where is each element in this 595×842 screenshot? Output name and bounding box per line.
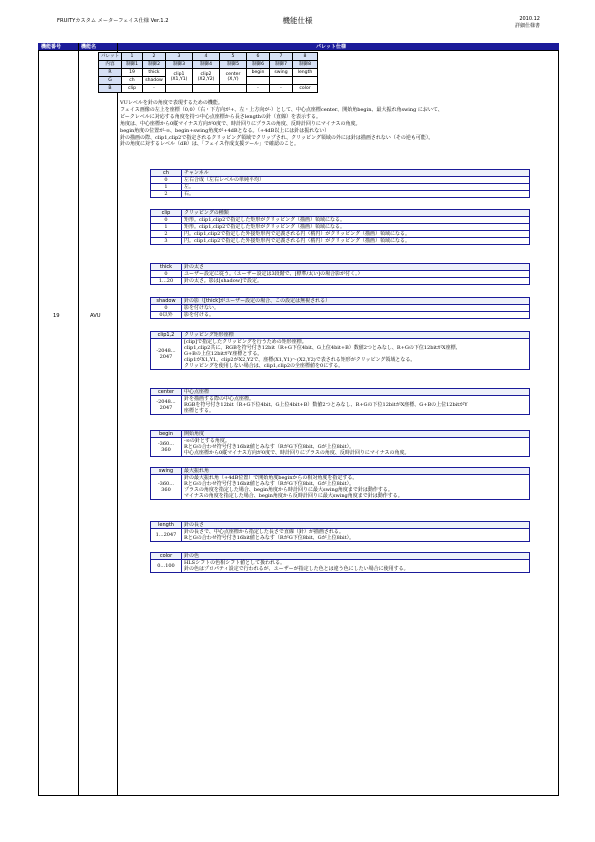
section-row-value (182, 560, 530, 573)
section-row-line: 針の色はプロパティ設定で行われるが、ユーザーが指定した色とは違う色にしたい場合に使用する。 (184, 566, 409, 572)
section-row-line: プラスの角度を指定した場合、begin角度から時計回りに最大swing角度まで針は動作する。 (184, 487, 393, 493)
col-divider (117, 43, 118, 796)
palette-cell: 6 (247, 53, 270, 61)
section-row-value (182, 396, 530, 415)
section-row-value (182, 217, 530, 224)
palette-cell: B (99, 85, 122, 93)
palette-cell: begin (247, 69, 270, 77)
description-line: 針の描画の際、clip1,clip2で指定されるクリッピング領域でクリップされ、クリッピング領域の外には針は描画されない（その逆も可能）。 (120, 134, 434, 141)
palette-cell: 制御1 (122, 61, 143, 69)
section-row (151, 560, 529, 573)
section-row (151, 184, 529, 191)
section-key: length (151, 522, 182, 529)
section-row-line: RとGの合わせ符号付き16bit値とみなす（RがG下位8bit、Gが上位8bit）。 (184, 481, 355, 487)
section-row-line: ユーザー設定に従う。（ユーザー設定は3段階で、[標準/太い]の場合影が付く。） (184, 271, 363, 277)
section-title: 針の影（[thick]がユーザー設定の場合、この設定は無視される） (182, 298, 530, 305)
section-row (151, 475, 529, 500)
palette-cell: clip1 (X1,Y1) (166, 69, 193, 85)
section-row (151, 238, 529, 245)
function-number: 19 (53, 313, 60, 319)
section-row-line: HLSシフトの色相シフト値として扱われる。 (184, 560, 286, 566)
section-row-key: 0...100 (151, 560, 182, 573)
section-title: 中心点座標 (182, 389, 530, 396)
section-row-value (182, 177, 530, 184)
section-row-line: 中心点座標から0縦マイナス方向が0度で、時計回りにプラスの角度、反時計回りにマイナスの角度。 (184, 450, 410, 456)
header-subtitle: 詳細仕様書 (514, 23, 540, 29)
section-row-line: 矩形。clip1,clip2で指定した矩形がクリッピング（描画）領域になる。 (184, 224, 346, 230)
section-key: clip (151, 210, 182, 217)
section-row-line: 左右合成（左右レベルの単純平均） (184, 177, 265, 183)
section-title: 開始角度 (182, 431, 530, 438)
section-row-value (182, 191, 530, 198)
palette-cell: G (99, 77, 122, 85)
section-row-line: RとGの合わせ符号付き16bit値とみなす（RがG下位8bit、Gが上位8bit）。 (184, 444, 355, 450)
section-row-key: -360... 360 (151, 475, 182, 500)
palette-row (99, 85, 318, 93)
palette-cell: ch (122, 77, 143, 85)
section-row-key: -2048... 2047 (151, 396, 182, 415)
section-length (150, 521, 530, 542)
section-row-key: 1...2047 (151, 529, 182, 542)
section-title: 針の色 (182, 553, 530, 560)
palette-cell: 7 (270, 53, 293, 61)
section-table (151, 210, 529, 244)
section-title: チャンネル (182, 170, 530, 177)
section-clip12 (150, 331, 530, 370)
section-row-value (182, 305, 530, 312)
palette-cell: - (247, 85, 270, 93)
section-clip (150, 209, 530, 245)
section-row-key: 3 (151, 238, 182, 245)
section-table (151, 553, 529, 572)
section-key: shadow (151, 298, 182, 305)
section-table (151, 389, 529, 414)
section-row-value (182, 231, 530, 238)
palette-cell: 制御8 (293, 61, 318, 69)
palette-cell (247, 77, 270, 85)
section-row (151, 305, 529, 312)
section-row-line: 針を描画する際の中心点座標。 (184, 396, 255, 402)
section-row-line: マイナスの角度を指定した場合、begin角度から反時計回りに最大swing角度まで針は動作する。 (184, 493, 403, 499)
section-table (151, 264, 529, 284)
section-table (151, 298, 529, 318)
section-center (150, 388, 530, 415)
section-row (151, 191, 529, 198)
palette-cell: 制御7 (270, 61, 293, 69)
section-row-line: 針の太さ。影は[shadow]で設定。 (184, 278, 262, 284)
section-row-key: 1...20 (151, 278, 182, 285)
palette-cell: 4 (193, 53, 220, 61)
palette-cell: 1 (122, 53, 143, 61)
section-row-value (182, 529, 530, 542)
description-line: begin角度の位置が-∞、begin+swing角度が+4dBとなる。（+4dB以上には針は振れない） (120, 127, 330, 134)
header-date: 2010.12 (519, 16, 540, 22)
section-row (151, 224, 529, 231)
section-color (150, 552, 530, 573)
palette-cell: swing (270, 69, 293, 77)
section-title: クリッピングの種類 (182, 210, 530, 217)
palette-cell: 3 (166, 53, 193, 61)
palette-cell (293, 77, 318, 85)
section-key: swing (151, 468, 182, 475)
description-line: VUレベルを針の角度で表現するための機能。 (120, 100, 223, 106)
section-shadow (150, 297, 530, 319)
section-row (151, 312, 529, 319)
section-key: begin (151, 431, 182, 438)
palette-table (98, 52, 318, 93)
section-table (151, 332, 529, 369)
section-title: 針の長さ (182, 522, 530, 529)
section-row-line: clip1がX1,Y1、clip2がX2,Y2で、座標(X1,Y1)〜(X2,Y2)で表される矩形がクリッピング領域となる。 (184, 357, 416, 363)
section-row-line: 円。clip1,clip2で指定した外接矩形内で定義される円（楕円）がクリッピング（描画）領域になる。 (184, 238, 411, 244)
section-row-line: 矩形。clip1,clip2で指定した矩形がクリッピング（描画）領域になる。 (184, 217, 346, 223)
section-key: ch (151, 170, 182, 177)
palette-cell: color (293, 85, 318, 93)
section-row-key: 0 (151, 177, 182, 184)
palette-cell: 5 (220, 53, 247, 61)
section-row-line: clip1,clip2共に、RGBを符号付き12bit（R+G下位4bit、G上位4bit+B）数値2つとみなし、R+Gの下位12bitがX座標、 (184, 345, 461, 351)
section-row-value (182, 271, 530, 278)
section-row-value (182, 184, 530, 191)
palette-cell: 2 (143, 53, 166, 61)
palette-cell: 制御2 (143, 61, 166, 69)
palette-row (99, 53, 318, 61)
palette-cell (270, 77, 293, 85)
section-row (151, 217, 529, 224)
palette-cell: length (293, 69, 318, 77)
palette-cell: 制御6 (247, 61, 270, 69)
section-row-line: 針の長さで、中心点座標から指定した長さで直線（針）が描画される。 (184, 529, 344, 535)
description-line: フェイス画像の左上を座標（0,0）（右・下方向が+、左・上方向が-）として、中心点座標center、開始角begin、最大振れ角swing において、 (120, 106, 443, 113)
section-row-line: クリッピングを使用しない場合は、clip1,clip2の全座標値を0にする。 (184, 363, 344, 369)
section-ch (150, 169, 530, 198)
section-table (151, 431, 529, 456)
section-table (151, 170, 529, 197)
section-row-line: 針の最大振れ角（+4dB位置）で開始角度beginからの相対角度を指定する。 (184, 475, 358, 481)
section-row (151, 438, 529, 457)
section-key: center (151, 389, 182, 396)
section-row-key: 1 (151, 224, 182, 231)
section-key: clip1,2 (151, 332, 182, 339)
section-swing (150, 467, 530, 500)
description-line: ピークレベルに対応する角度を持つ中心点座標から長さlengthの針（直線）を表示する。 (120, 113, 322, 120)
palette-cell: パレット (99, 53, 122, 61)
palette-cell: shadow (143, 77, 166, 85)
section-row-line: 右。 (184, 191, 195, 197)
section-row-key: -360... 360 (151, 438, 182, 457)
section-row (151, 339, 529, 370)
page-header-left: FRUITYカスタム メーターフェイス仕様 Ver.1.2 (57, 18, 169, 24)
section-row (151, 177, 529, 184)
section-row-key: 0以外 (151, 312, 182, 319)
section-row-value (182, 339, 530, 370)
section-row-value (182, 438, 530, 457)
palette-cell: 制御3 (166, 61, 193, 69)
section-row-line: 円。clip1,clip2で指定した外接矩形内で定義される円（楕円）がクリッピング（描画）領域になる。 (184, 231, 411, 237)
palette-cell: 8 (293, 53, 318, 61)
section-row-line: -∞の針とする角度。 (184, 438, 230, 444)
section-row-line: RGBを符号付き12bit（R+G下位4bit、G上位4bit+B）数値2つとみなし、R+Gの下位12bitがX座標、G+Bの上位12bitがY (184, 402, 468, 408)
palette-row (99, 69, 318, 77)
section-key: color (151, 553, 182, 560)
section-row-line: 左。 (184, 184, 195, 190)
page-header-right (515, 16, 540, 30)
section-begin (150, 430, 530, 457)
section-row-value (182, 224, 530, 231)
palette-cell (220, 85, 247, 93)
function-name: AVU (90, 313, 101, 319)
description-block (120, 100, 550, 148)
section-row-value (182, 238, 530, 245)
col-num-header: 機能番号 (41, 44, 62, 50)
section-row-line: 影を付けない。 (184, 305, 220, 311)
section-row-key: 0 (151, 217, 182, 224)
col-divider (78, 43, 79, 796)
section-row (151, 271, 529, 278)
section-row-value (182, 278, 530, 285)
palette-cell: R (99, 69, 122, 77)
col-palette-header: パレット仕様 (316, 44, 346, 50)
section-key: thick (151, 264, 182, 271)
palette-cell (166, 85, 193, 93)
section-row-key: 2 (151, 191, 182, 198)
col-name-header: 機能名 (81, 44, 97, 50)
section-row-line: 影を付ける。 (184, 312, 215, 318)
section-row (151, 231, 529, 238)
palette-cell: 制御5 (220, 61, 247, 69)
palette-cell: clip2 (X2,Y2) (193, 69, 220, 85)
section-row-value (182, 475, 530, 500)
page-title: 機能仕様 (282, 16, 313, 25)
palette-cell: - (143, 85, 166, 93)
palette-row (99, 61, 318, 69)
palette-cell: - (270, 85, 293, 93)
section-row-key: 0 (151, 305, 182, 312)
section-row (151, 529, 529, 542)
palette-cell: 内容 (99, 61, 122, 69)
section-row-line: 座標とする。 (184, 408, 215, 414)
section-row-key: 2 (151, 231, 182, 238)
palette-cell: clip (122, 85, 143, 93)
section-row-key: 1 (151, 184, 182, 191)
section-row-key: -2048... 2047 (151, 339, 182, 370)
section-row-line: RとGの合わせ符号付き16bit値とみなす（RがG下位8bit、Gが上位8bit）。 (184, 535, 355, 541)
section-row (151, 396, 529, 415)
section-thick (150, 263, 530, 285)
section-table (151, 468, 529, 499)
description-line: 針の角度に対するレベル（dB）は、「フェイス作成支援ツール」で確認のこと。 (120, 141, 299, 148)
section-title: 針の太さ (182, 264, 530, 271)
section-title: 最大振れ角 (182, 468, 530, 475)
section-row-line: G+Bの上位12bitがY座標とする。 (184, 351, 263, 357)
palette-cell: 19 (122, 69, 143, 77)
section-row-line: [clip]で指定したクリッピングを行うための矩形座標。 (184, 339, 307, 345)
palette-cell: center (X,Y) (220, 69, 247, 85)
palette-cell (193, 85, 220, 93)
section-row-value (182, 312, 530, 319)
section-table (151, 522, 529, 541)
palette-cell: thick (143, 69, 166, 77)
section-row (151, 278, 529, 285)
description-line: 角度は、中心座標から0縦マイナス方向が0度で、時計回りにプラスの角度、反時計回りにマイナスの角度。 (120, 120, 361, 127)
palette-cell: 制御4 (193, 61, 220, 69)
section-title: クリッピング矩形座標 (182, 332, 530, 339)
section-row-key: 0 (151, 271, 182, 278)
